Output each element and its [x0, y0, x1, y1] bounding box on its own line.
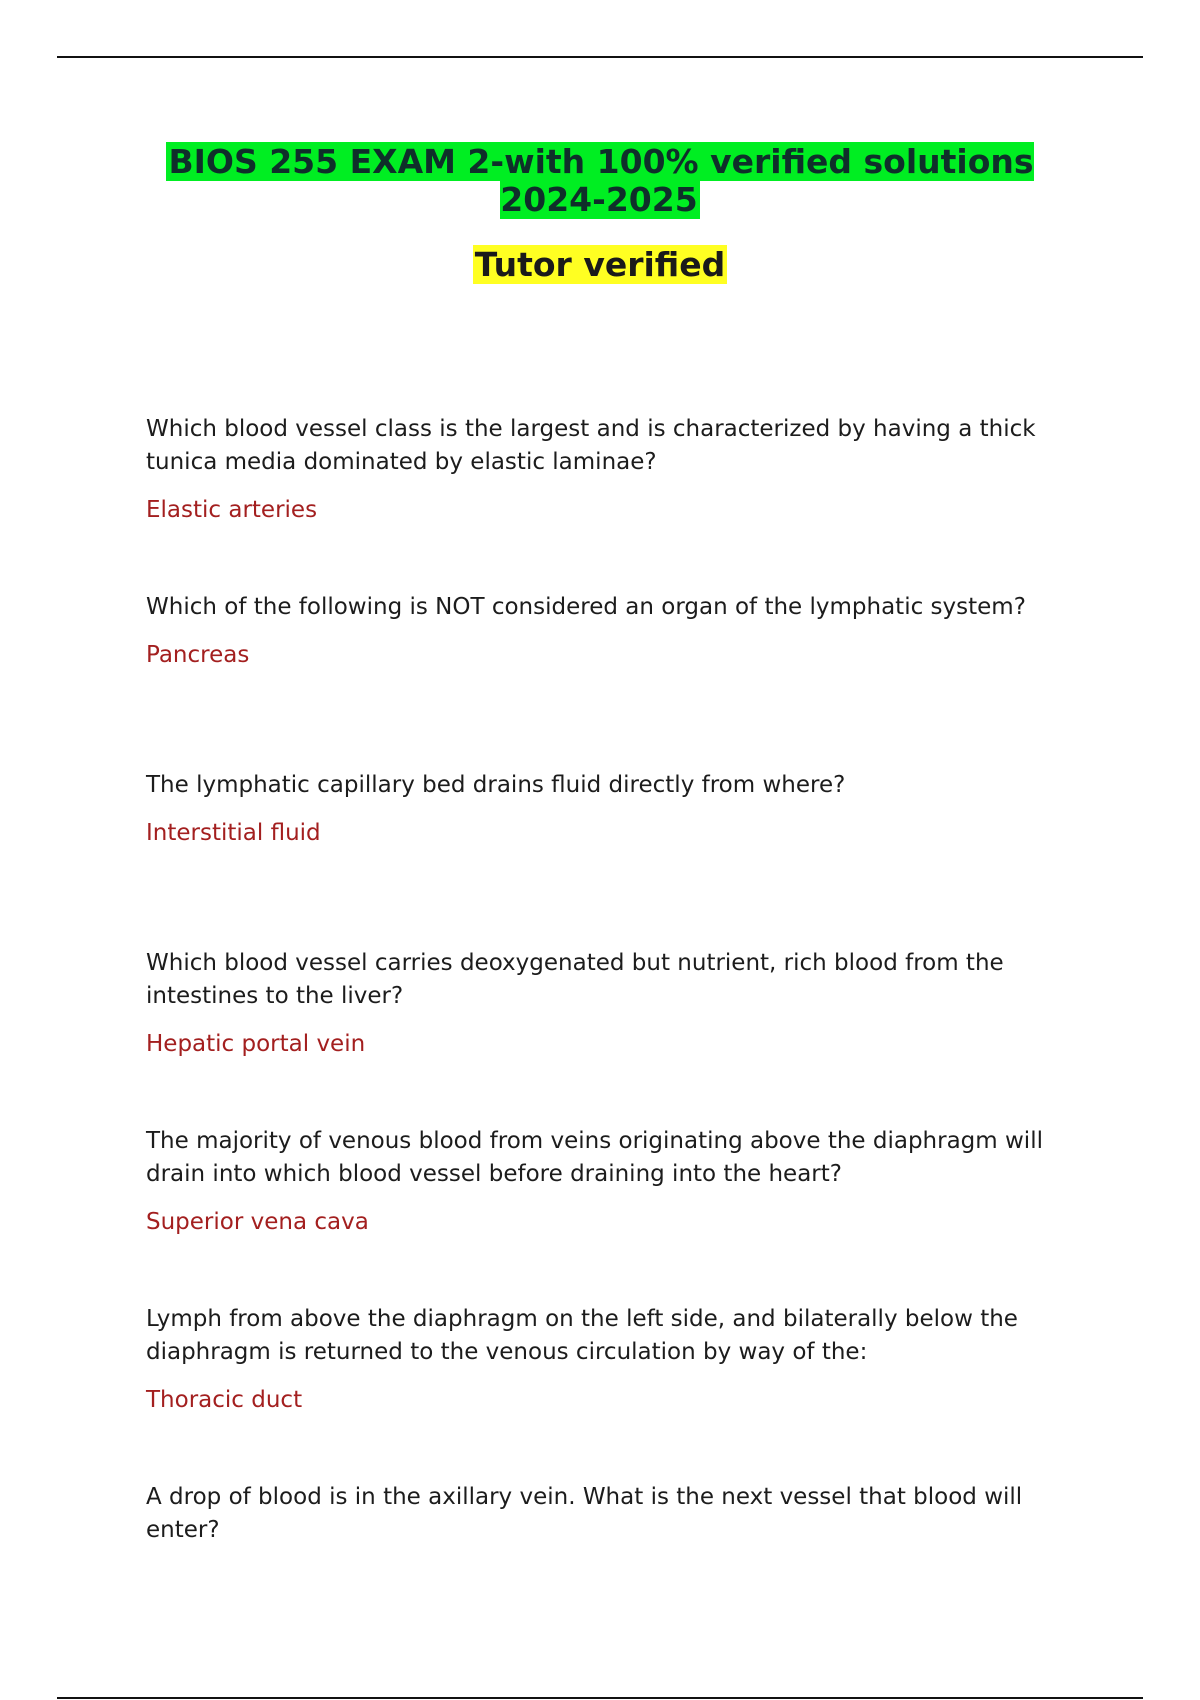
question-text: Which blood vessel carries deoxygenated but nutrient, rich blood from the intestines to the liver?: [146, 950, 1004, 1009]
answer-text: Interstitial fluid: [146, 820, 321, 846]
question-text: Which of the following is NOT considered an organ of the lymphatic system?: [146, 594, 1026, 620]
qa-item: [146, 769, 1066, 947]
question-text: Lymph from above the diaphragm on the left side, and bilaterally below the diaphragm is returned to the venous circulation by way of the:: [146, 1306, 1018, 1365]
qa-item: [146, 413, 1066, 591]
document-subtitle: [0, 245, 1200, 285]
answer-text: Thoracic duct: [146, 1387, 303, 1413]
answer-text: Pancreas: [146, 642, 250, 668]
question-text: The lymphatic capillary bed drains fluid directly from where?: [146, 772, 846, 798]
question-text: Which blood vessel class is the largest and is characterized by having a thick tunica media dominated by elastic laminae?: [146, 416, 1036, 475]
question-text: The majority of venous blood from veins originating above the diaphragm will drain into which blood vessel before draining into the heart?: [146, 1128, 1043, 1187]
answer-text: Elastic arteries: [146, 497, 318, 523]
qa-item: [146, 591, 1066, 769]
title-block: [0, 143, 1200, 285]
top-rule: [57, 56, 1143, 58]
document-subtitle-text: Tutor verified: [474, 245, 726, 284]
bottom-rule: [57, 1697, 1143, 1699]
qa-list: [146, 413, 1066, 1659]
qa-item: [146, 947, 1066, 1125]
answer-text: Superior vena cava: [146, 1209, 369, 1235]
qa-item: [146, 1303, 1066, 1481]
question-text: A drop of blood is in the axillary vein. What is the next vessel that blood will enter?: [146, 1484, 1023, 1543]
qa-item: [146, 1125, 1066, 1303]
answer-text: Hepatic portal vein: [146, 1031, 366, 1057]
document-title-text: BIOS 255 EXAM 2-with 100% verified solutions 2024-2025: [168, 142, 1034, 219]
document-title: [150, 143, 1050, 219]
qa-item: [146, 1481, 1066, 1659]
